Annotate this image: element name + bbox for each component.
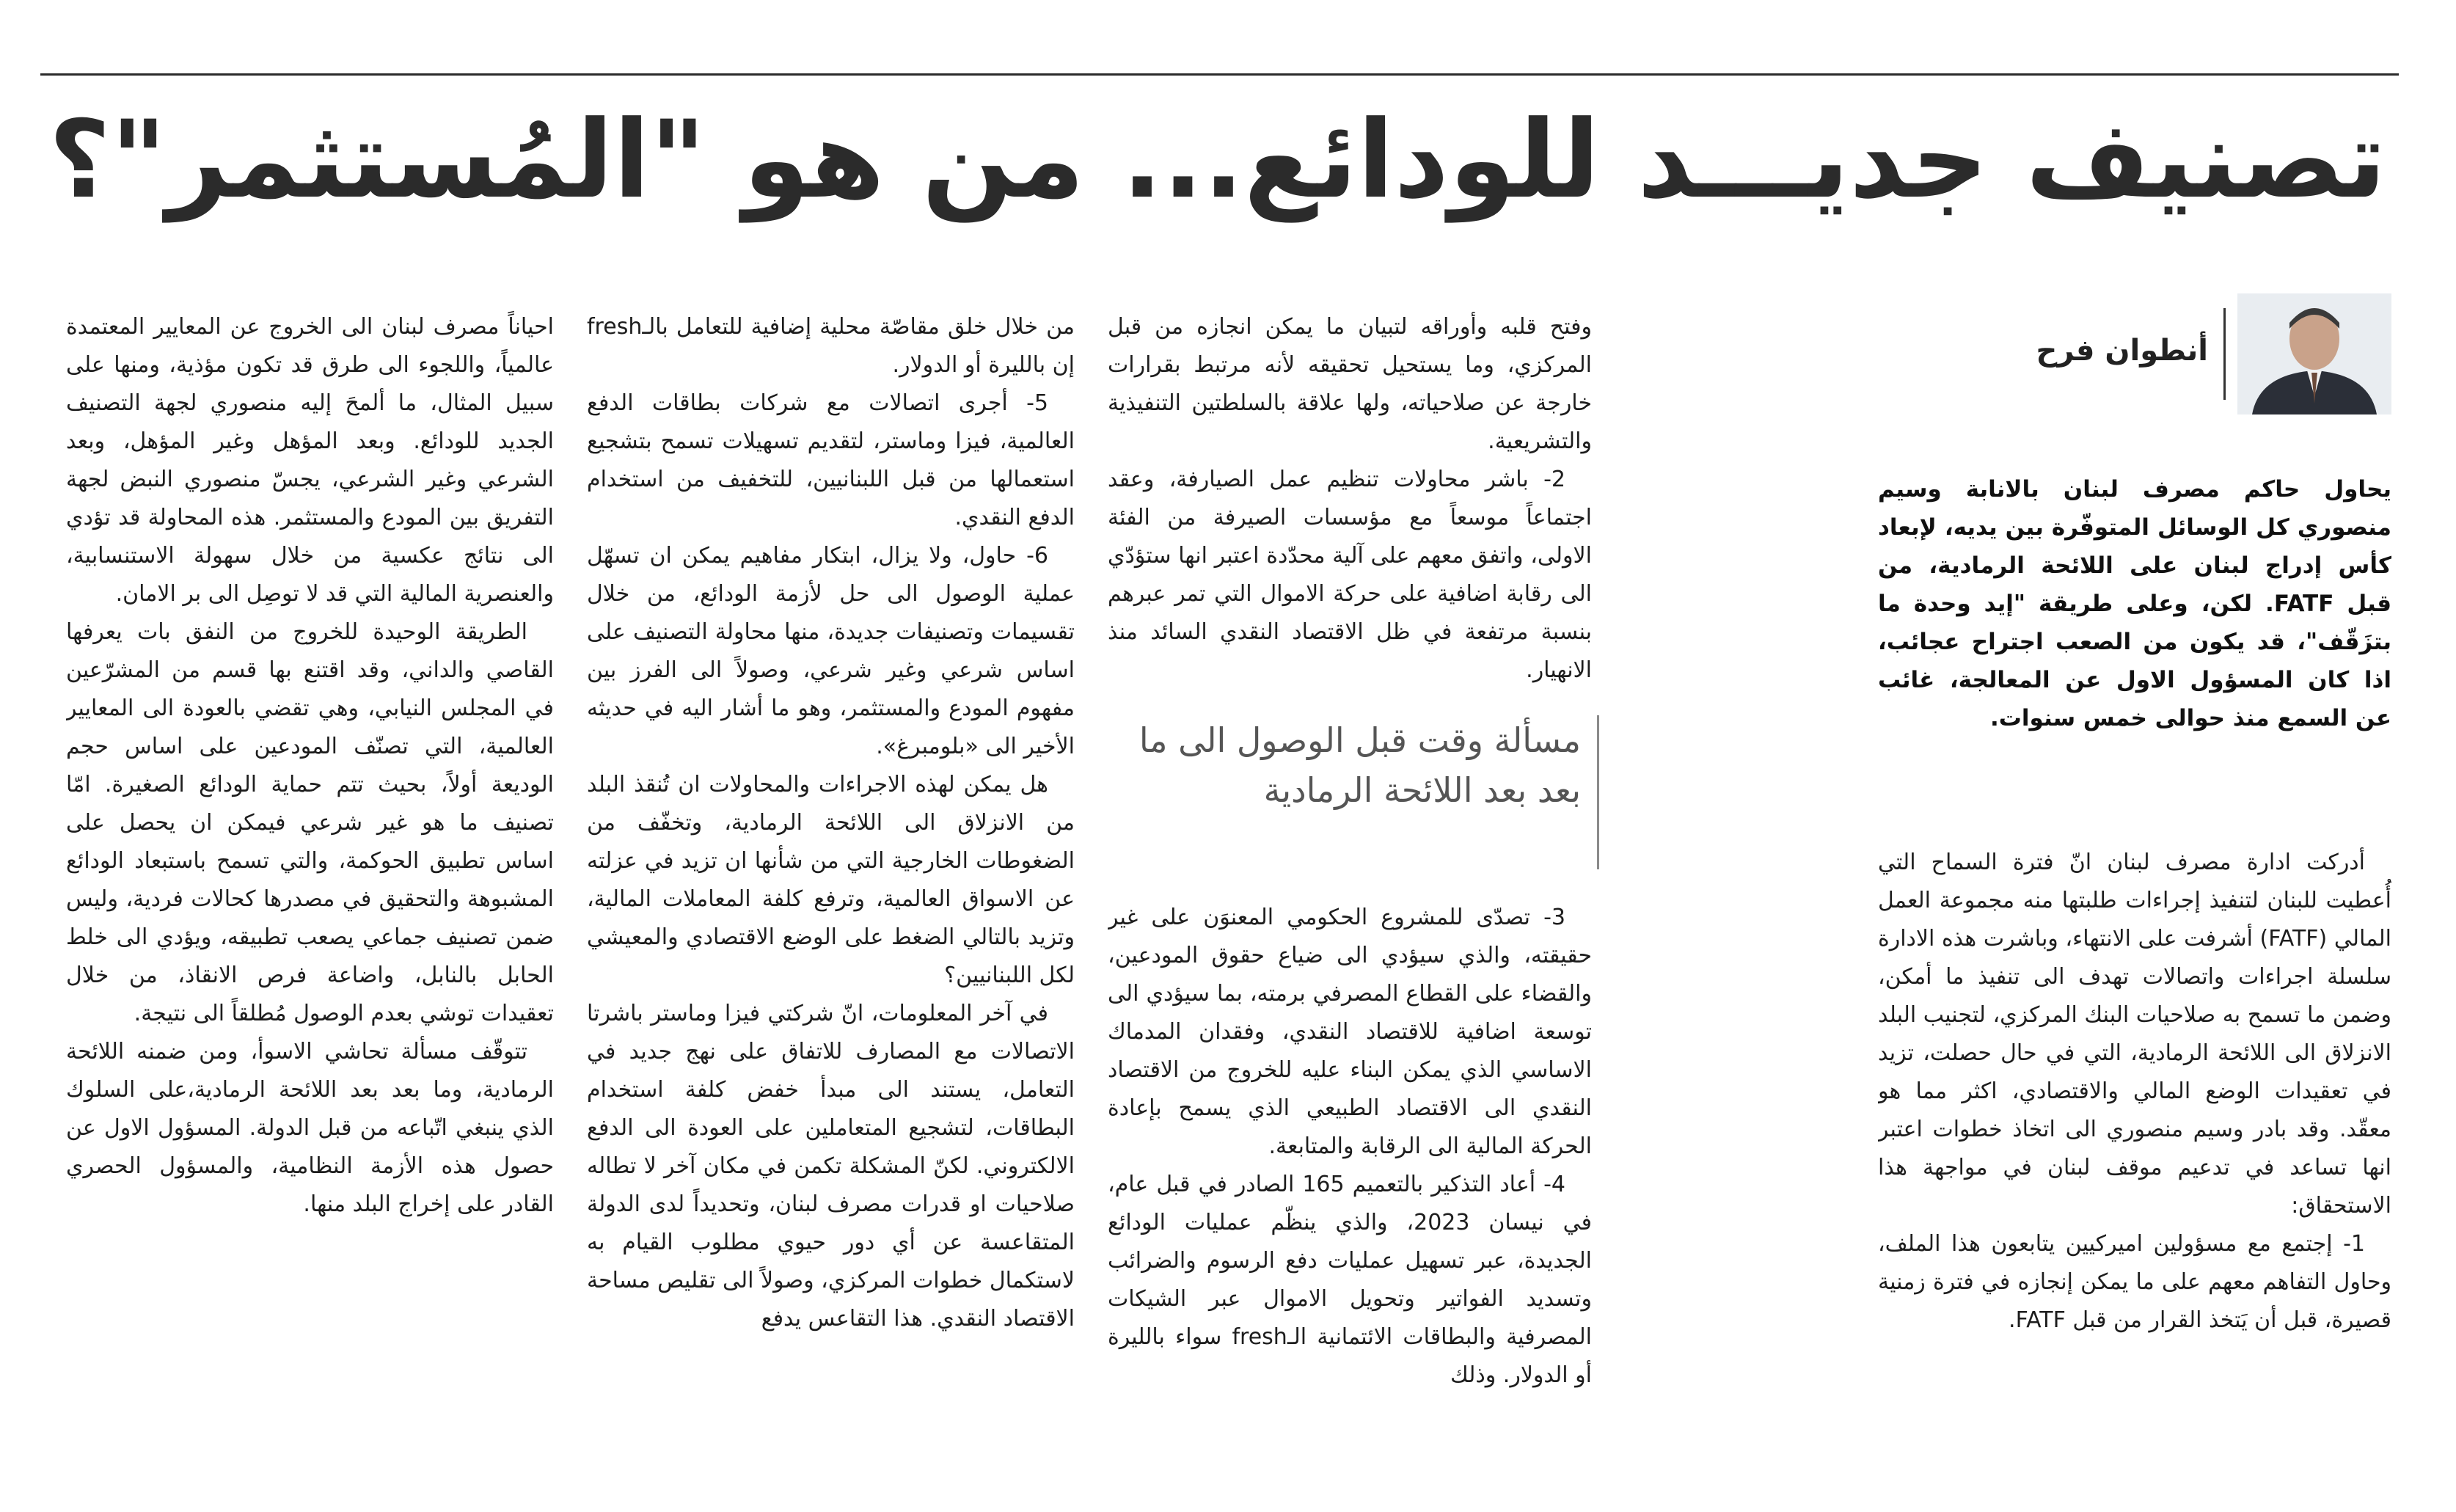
paragraph: احياناً مصرف لبنان الى الخروج عن المعايير المعتمدة عالمياً، واللجوء الى طرق قد تكون مؤذية، ومنها على سبيل المثال، ما ألمحَ إليه منصوري لجهة التصنيف الجديد للودائع. وبعد المؤهل وغير المؤهل، وبعد الشرعي وغير الشرعي، يجسّ منصوري النبض لجهة التفريق بين المودع والمستثمر. هذه المحاولة قد تؤدي الى نتائج عكسية من خلال سهولة الاستنسابية، والعنصرية المالية التي قد لا توصِل الى بر الامان. (66, 314, 554, 607)
column-1 (1878, 844, 2391, 1489)
paragraph: هل يمكن لهذه الاجراءات والمحاولات ان تُنقذ البلد من الانزلاق الى اللائحة الرمادية، وتخفّف من الضغوطات الخارجية التي من شأنها ان تزيد في عزلته عن الاسواق العالمية، وترفع كلفة المعاملات المالية، وتزيد بالتالي الضغط على الوضع الاقتصادي والمعيشي لكل اللبنانيين؟ (587, 772, 1075, 988)
column-3 (587, 308, 1075, 1504)
paragraph: 5- أجرى اتصالات مع شركات بطاقات الدفع العالمية، فيزا وماستر، لتقديم تسهيلات تسمح بتشجيع استعمالها من قبل اللبنانيين، للتخفيف من استخدام الدفع النقدي. (587, 390, 1075, 530)
paragraph: وفتح قلبه وأوراقه لتبيان ما يمكن انجازه من قبل المركزي، وما يستحيل تحقيقه لأنه مرتبط بقرارات خارجة عن صلاحياته، ولها علاقة بالسلطتين التنفيذية والتشريعية. (1108, 314, 1592, 454)
paragraph: من خلال خلق مقاصّة محلية إضافية للتعامل بالـfresh إن بالليرة أو الدولار. (587, 314, 1075, 378)
paragraph: 2- باشر محاولات تنظيم عمل الصيارفة، وعقد اجتماعاً موسعاً مع مؤسسات الصيرفة من الفئة الاولى، واتفق معهم على آلية محدّدة اعتبر انها ستؤدّي الى رقابة اضافية على حركة الاموال التي تمر عبرهم بنسبة مرتفعة في ظل الاقتصاد النقدي السائد منذ الانهيار. (1108, 467, 1592, 683)
paragraph: 4- أعاد التذكير بالتعميم 165 الصادر في قبل عام، في نيسان 2023، والذي ينظّم عمليات الودائع الجديدة، عبر تسهيل عمليات دفع الرسوم والضرائب وتسديد الفواتير وتحويل الاموال عبر الشيكات المصرفية والبطاقات الائتمانية الـfresh سواء بالليرة أو الدولار. وذلك (1108, 1172, 1592, 1388)
author-name: أنطوان فرح (2036, 334, 2208, 368)
lead-paragraph: يحاول حاكم مصرف لبنان بالانابة وسيم منصوري كل الوسائل المتوفّرة بين يديه، لإبعاد كأس إدراج لبنان على اللائحة الرمادية، من قبل FATF. لكن، وعلى طريقة "إيد وحدة ما بتزَقّف"، قد يكون من الصعب اجتراح عجائب، اذا كان المسؤول الاول عن المعالجة، غائب عن السمع منذ حوالى خمس سنوات. (1878, 476, 2391, 731)
paragraph: 3- تصدّى للمشروع الحكومي المعنوَن على غير حقيقته، والذي سيؤدي الى ضياع حقوق المودعين، والقضاء على القطاع المصرفي برمته، بما سيؤدي الى توسعة اضافية للاقتصاد النقدي، وفقدان المدماك الاساسي الذي يمكن البناء عليه للخروج من الاقتصاد النقدي الى الاقتصاد الطبيعي الذي يسمح بإعادة الحركة المالية الى الرقابة والمتابعة. (1108, 905, 1592, 1159)
column-2-bottom (1108, 899, 1592, 1500)
paragraph: أدركت ادارة مصرف لبنان انّ فترة السماح التي أُعطيت للبنان لتنفيذ إجراءات طلبتها منه مجموعة العمل المالي (FATF) أشرفت على الانتهاء، وباشرت هذه الادارة سلسلة اجراءات واتصالات تهدف الى تنفيذ ما أمكن، وضمن ما تسمح به صلاحيات البنك المركزي، لتجنيب البلد الانزلاق الى اللائحة الرمادية، التي في حال حصلت، تزيد في تعقيدات الوضع المالي والاقتصادي، اكثر مما هو معقّد. وقد بادر وسيم منصوري الى اتخاذ خطوات اعتبر انها تساعد في تدعيم موقف لبنان في مواجهة هذا الاستحقاق: (1878, 850, 2391, 1219)
top-rule (40, 73, 2399, 76)
author-box (1995, 293, 2391, 418)
paragraph: في آخر المعلومات، انّ شركتي فيزا وماستر باشرتا الاتصالات مع المصارف للاتفاق على نهج جديد في التعامل، يستند الى مبدأ خفض كلفة استخدام البطاقات، لتشجيع المتعاملين على العودة الى الدفع الالكتروني. لكنّ المشكلة تكمن في مكان آخر لا تطاله صلاحيات او قدرات مصرف لبنان، وتحديداً لدى الدولة المتقاعسة عن أي دور حيوي مطلوب القيام به لاستكمال خطوات المركزي، وصولاً الى تقليص مساحة الاقتصاد النقدي. هذا التقاعس يدفع (587, 1001, 1075, 1332)
column-4 (66, 308, 554, 1504)
author-divider (2223, 308, 2226, 400)
paragraph: تتوقّف مسألة تحاشي الاسوأ، ومن ضمنه اللائحة الرمادية، وما بعد بعد اللائحة الرمادية،على السلوك الذي ينبغي اتّباعه من قبل الدولة. المسؤول الاول عن حصول هذه الأزمة النظامية، والمسؤول الحصري القادر على إخراج البلد منها. (66, 1039, 554, 1217)
pullquote-bar (1597, 715, 1599, 869)
paragraph: 1- إجتمع مع مسؤولين اميركيين يتابعون هذا الملف، وحاول التفاهم معهم على ما يمكن إنجازه في فترة زمنية قصيرة، قبل أن يَتخذ القرار من قبل FATF. (1878, 1231, 2391, 1333)
pullquote (1122, 715, 1599, 869)
paragraph: 6- حاول، ولا يزال، ابتكار مفاهيم يمكن ان تسهّل عملية الوصول الى حل لأزمة الودائع، من خلال تقسيمات وتصنيفات جديدة، منها محاولة التصنيف على اساس شرعي وغير شرعي، وصولاً الى الفرز بين مفهوم المودع والمستثمر، وهو ما أشار اليه في حديثه الأخير الى «بلومبرغ». (587, 543, 1075, 759)
pullquote-text: مسألة وقت قبل الوصول الى ما بعد بعد اللائحة الرمادية (1139, 720, 1581, 810)
author-photo (2237, 293, 2391, 414)
column-2-top (1108, 308, 1592, 719)
paragraph: الطريقة الوحيدة للخروج من النفق بات يعرفها القاصي والداني، وقد اقتنع بها قسم من المشرّعين في المجلس النيابي، وهي تقضي بالعودة الى المعايير العالمية، التي تصنّف المودعين على اساس حجم الوديعة أولاً، بحيث تتم حماية الودائع الصغيرة. امّا تصنيف ما هو غير شرعي فيمكن ان يحصل على اساس تطبيق الحوكمة، والتي تسمح باستبعاد الودائع المشبوهة والتحقيق في مصدرها كحالات فردية، وليس ضمن تصنيف جماعي يصعب تطبيقه، ويؤدي الى خلط الحابل بالنابل، واضاعة فرص الانقاذ، من خلال تعقيدات توشي بعدم الوصول مُطلقاً الى نتيجة. (66, 619, 554, 1026)
headline: تصنيف جديـــد للودائع... من هو "المُستثمر"؟ (48, 98, 2386, 222)
